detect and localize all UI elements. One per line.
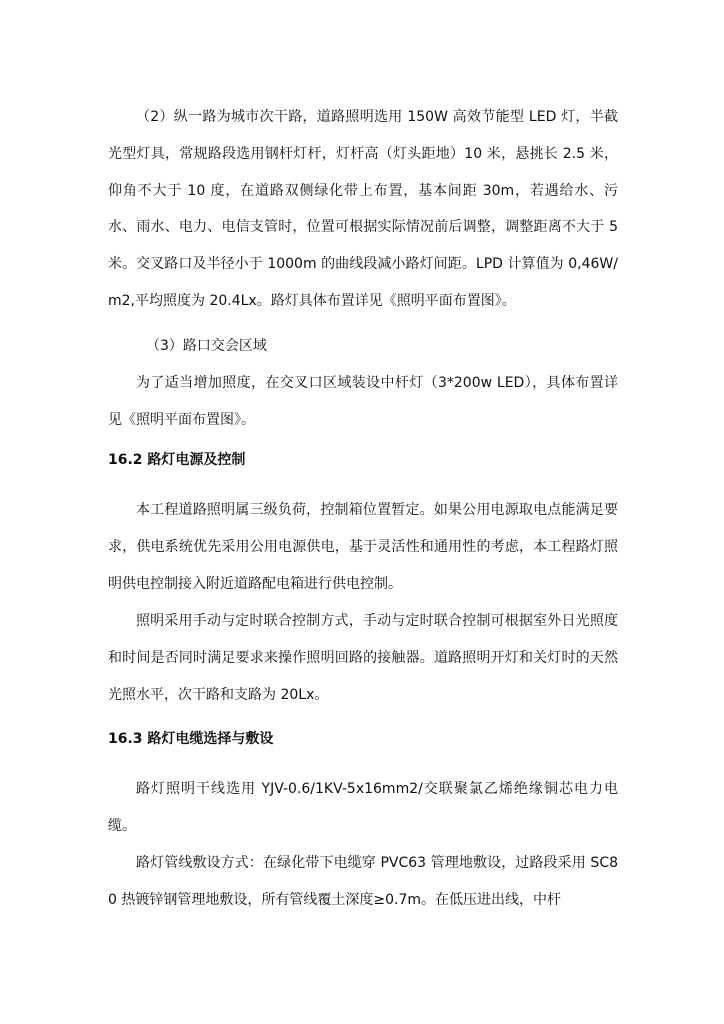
paragraph-intersection-lighting: 为了适当增加照度，在交叉口区域装设中杆灯（3*200w LED），具体布置详见《照明平面布置图》。 xyxy=(108,375,618,428)
paragraph-control-method: 照明采用手动与定时联合控制方式，手动与定时联合控制可根据室外日光照度和时间是否同时满足要求来操作照明回路的接触器。道路照明开灯和关灯时的天然光照水平，次干路和支路为 20Lx。 xyxy=(108,613,618,703)
paragraph-cable-type: 路灯照明干线选用 YJV-0.6/1KV-5x16mm2/交联聚氯乙烯绝缘铜芯电力电缆。 xyxy=(108,781,618,834)
paragraph-lighting-layout: （2）纵一路为城市次干路，道路照明选用 150W 高效节能型 LED 灯，半截光型灯具，常规路段选用钢杆灯杆，灯杆高（灯头距地）10 米，悬挑长 2.5 米，仰角不大于 10 度，在道路双侧绿化带上布置，基本间距 30m，若遇给水、污水、雨水、电力、电信支管时，位置可根据实际情况前后调整，调整距离不大于 5 米。交叉路口及半径小于 1000m 的曲线段减小路灯间距。LPD 计算值为 0,46W/m2,平均照度为 20.4Lx。路灯具体布置详见《照明平面布置图》。 xyxy=(108,109,618,309)
section-heading-power-control: 16.2 路灯电源及控制 xyxy=(108,452,246,468)
section-heading-cable-selection: 16.3 路灯电缆选择与敷设 xyxy=(108,731,274,747)
paragraph-power-supply: 本工程道路照明属三级负荷，控制箱位置暂定。如果公用电源取电点能满足要求，供电系统优先采用公用电源供电，基于灵活性和通用性的考虑，本工程路灯照明供电控制接入附近道路配电箱进行供电控制。 xyxy=(108,502,618,592)
paragraph-intersection-area-title: （3）路口交会区域 xyxy=(146,338,267,354)
paragraph-cable-laying: 路灯管线敷设方式：在绿化带下电缆穿 PVC63 管理地敷设，过路段采用 SC80 热镀锌钢管理地敷设，所有管线覆土深度≥0.7m。在低压进出线，中杆 xyxy=(108,855,618,908)
